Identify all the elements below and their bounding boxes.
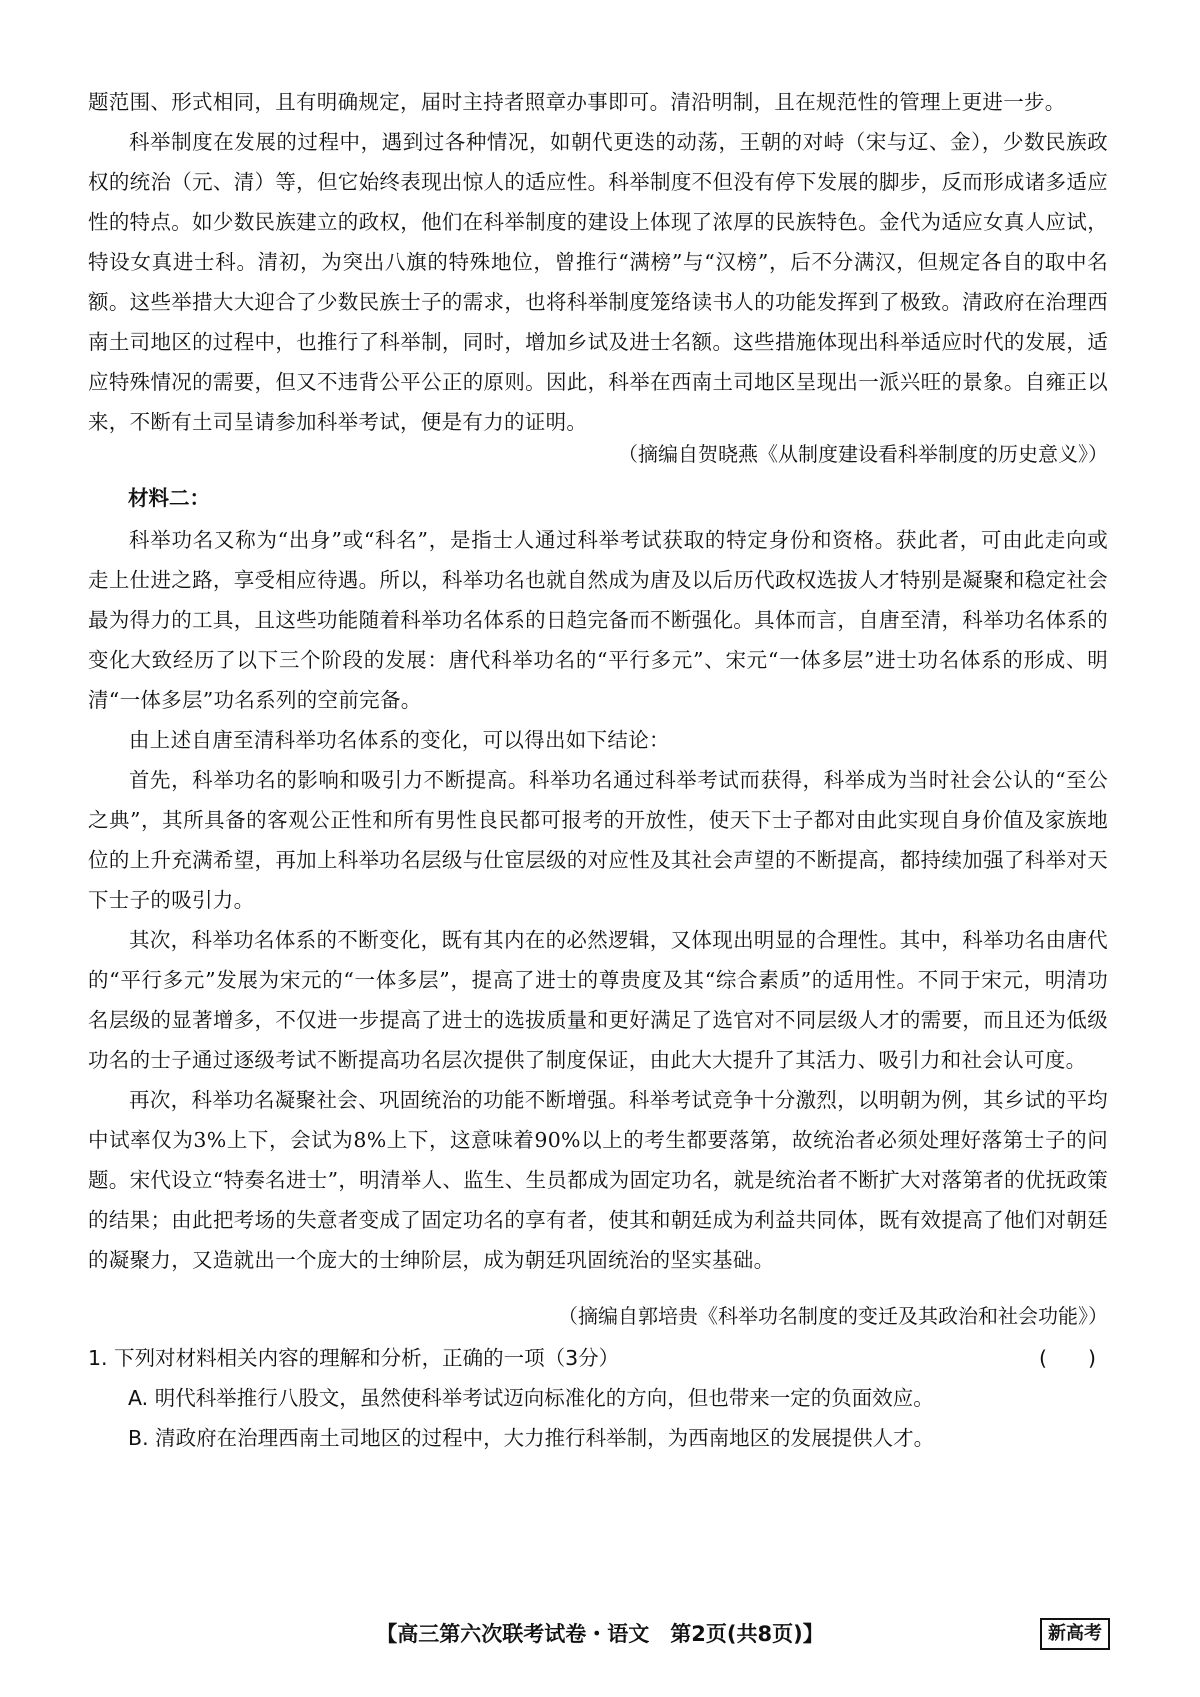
question-1 <box>88 1338 1108 1458</box>
material1-paragraph: 科举制度在发展的过程中，遇到过各种情况，如朝代更迭的动荡，王朝的对峙（宋与辽、金），少数民族政权的统治（元、清）等，但它始终表现出惊人的适应性。科举制度不但没有停下发展的脚步，反而形成诸多适应性的特点。如少数民族建立的政权，他们在科举制度的建设上体现了浓厚的民族特色。金代为适应女真人应试，特设女真进士科。清初，为突出八旗的特殊地位，曾推行“满榜”与“汉榜”，后不分满汉，但规定各自的取中名额。这些举措大大迎合了少数民族士子的需求，也将科举制度笼络读书人的功能发挥到了极致。清政府在治理西南土司地区的过程中，也推行了科举制，同时，增加乡试及进士名额。这些措施体现出科举适应时代的发展，适应特殊情况的需要，但又不违背公平公正的原则。因此，科举在西南土司地区呈现出一派兴旺的景象。自雍正以来，不断有土司呈请参加科举考试，便是有力的证明。 <box>88 130 1108 434</box>
option-b: B. 清政府在治理西南土司地区的过程中，大力推行科举制，为西南地区的发展提供人才。 <box>128 1426 935 1450</box>
exam-type-badge: 新高考 <box>1040 1618 1110 1650</box>
material1-text <box>88 82 1108 442</box>
material2-paragraph-4: 其次，科举功名体系的不断变化，既有其内在的必然逻辑，又体现出明显的合理性。其中，科举功名由唐代的“平行多元”发展为宋元的“一体多层”，提高了进士的尊贵度及其“综合素质”的适用性。不同于宋元，明清功名层级的显著增多，不仅进一步提高了进士的选拔质量和更好满足了选官对不同层级人才的需要，而且还为低级功名的士子通过逐级考试不断提高功名层次提供了制度保证，由此大大提升了其活力、吸引力和社会认可度。 <box>88 928 1108 1072</box>
material2-source: （摘编自郭培贵《科举功名制度的变迁及其政治和社会功能》） <box>558 1304 1108 1328</box>
material1-source: （摘编自贺晓燕《从制度建设看科举制度的历史意义》） <box>618 442 1108 466</box>
material1-continued-paragraph: 题范围、形式相同，且有明确规定，届时主持者照章办事即可。清沿明制，且在规范性的管理上更进一步。 <box>88 90 1066 114</box>
material2-heading: 材料二： <box>128 486 210 510</box>
material2-paragraph-2: 由上述自唐至清科举功名体系的变化，可以得出如下结论： <box>129 728 670 752</box>
page-footer: 【高三第六次联考试卷・语文 第2页(共8页)】 <box>376 1622 824 1646</box>
material2-paragraph-3: 首先，科举功名的影响和吸引力不断提高。科举功名通过科举考试而获得，科举成为当时社会公认的“至公之典”，其所具备的客观公正性和所有男性良民都可报考的开放性，使天下士子都对由此实现自身价值及家族地位的上升充满希望，再加上科举功名层级与仕宦层级的对应性及其社会声望的不断提高，都持续加强了科举对天下士子的吸引力。 <box>88 768 1108 912</box>
material2-text <box>88 520 1108 1280</box>
material2-paragraph-1: 科举功名又称为“出身”或“科名”，是指士人通过科举考试获取的特定身份和资格。获此者，可由此走向或走上仕进之路，享受相应待遇。所以，科举功名也就自然成为唐及以后历代政权选拔人才特别是凝聚和稳定社会最为得力的工具，且这些功能随着科举功名体系的日趋完备而不断强化。具体而言，自唐至清，科举功名体系的变化大致经历了以下三个阶段的发展：唐代科举功名的“平行多元”、宋元“一体多层”进士功名体系的形成、明清“一体多层”功名系列的空前完备。 <box>88 528 1108 712</box>
option-a: A. 明代科举推行八股文，虽然使科举考试迈向标准化的方向，但也带来一定的负面效应。 <box>128 1386 934 1410</box>
material2-paragraph-5: 再次，科举功名凝聚社会、巩固统治的功能不断增强。科举考试竞争十分激烈，以明朝为例，其乡试的平均中试率仅为3%上下，会试为8%上下，这意味着90%以上的考生都要落第，故统治者必须处理好落第士子的问题。宋代设立“特奏名进士”，明清举人、监生、生员都成为固定功名，就是统治者不断扩大对落第者的优抚政策的结果；由此把考场的失意者变成了固定功名的享有者，使其和朝廷成为利益共同体，既有效提高了他们对朝廷的凝聚力，又造就出一个庞大的士绅阶层，成为朝廷巩固统治的坚实基础。 <box>88 1088 1108 1272</box>
question-1-stem: 1. 下列对材料相关内容的理解和分析，正确的一项（3分） <box>88 1346 620 1370</box>
answer-blank[interactable]: ( ) <box>1039 1346 1096 1370</box>
question-1-stem-row <box>88 1338 1108 1378</box>
